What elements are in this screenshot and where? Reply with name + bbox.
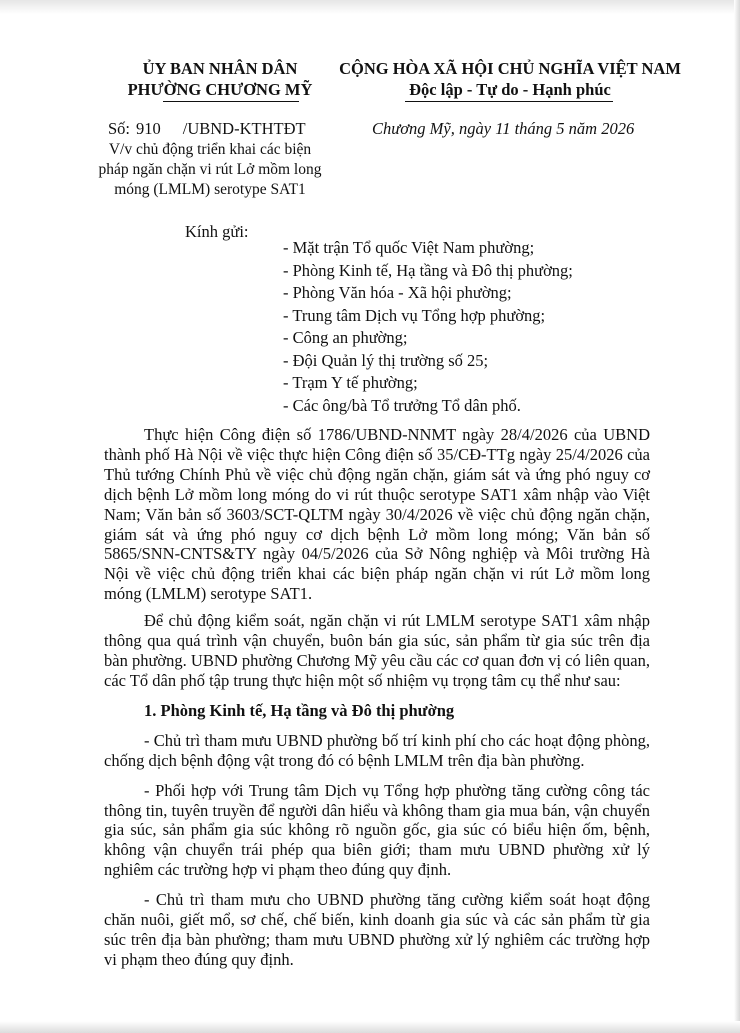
recipients-label: Kính gửi: — [185, 222, 249, 241]
document-body — [104, 425, 650, 977]
authority-line-2: PHƯỜNG CHƯƠNG MỸ — [127, 80, 313, 99]
document-date: Chương Mỹ, ngày 11 tháng 5 năm 2026 — [372, 119, 635, 138]
subject-line: pháp ngăn chặn vi rút Lở mồm long — [98, 161, 322, 178]
body-paragraph-request: Để chủ động kiểm soát, ngăn chặn vi rút LMLM serotype SAT1 xâm nhập thông qua quá trình vận chuyển, buôn bán gia súc, sản phẩm từ gia súc trên địa bàn phường. UBND phường Chương Mỹ yêu cầu các cơ quan đơn vị có liên quan, các Tổ dân phố tập trung thực hiện một số nhiệm vụ trọng tâm cụ thể như sau: — [104, 611, 650, 690]
recipient-item: - Trạm Y tế phường; — [283, 373, 418, 392]
body-paragraph-basis: Thực hiện Công điện số 1786/UBND-NNMT ngày 28/4/2026 của UBND thành phố Hà Nội về việc thực hiện Công điện số 35/CĐ-TTg ngày 25/4/2026 của Thủ tướng Chính Phủ về việc chủ động ngăn chặn, giám sát và ứng phó nguy cơ dịch bệnh Lở mồm long móng do vi rút thuộc serotype SAT1 xâm nhập vào Việt Nam; Văn bản số 3603/SCT-QLTM ngày 30/4/2026 về việc chủ động ngăn chặn, giám sát và ứng phó nguy cơ dịch bệnh Lở mồm long móng; Văn bản số 5865/SNN-CNTS&TY ngày 04/5/2026 của Sở Nông nghiệp và Môi trường Hà Nội về việc chủ động triển khai các biện pháp ngăn chặn vi rút Lở mồm long móng (LMLM) serotype SAT1. — [104, 425, 650, 604]
photo-edge-bottom — [0, 1021, 740, 1033]
recipient-item: - Các ông/bà Tổ trưởng Tổ dân phố. — [283, 395, 521, 415]
motto: Độc lập - Tự do - Hạnh phúc — [409, 80, 611, 99]
photo-edge-top — [0, 0, 740, 14]
subject-line: móng (LMLM) serotype SAT1 — [114, 181, 306, 198]
section-heading: 1. Phòng Kinh tế, Hạ tầng và Đô thị phường — [144, 700, 455, 720]
recipient-item: - Công an phường; — [283, 328, 408, 347]
issuing-authority — [100, 58, 340, 100]
document-subject — [60, 140, 360, 200]
recipient-item: - Phòng Kinh tế, Hạ tầng và Đô thị phường; — [283, 260, 573, 280]
number-code: /UBND-KTHTĐT — [182, 119, 306, 138]
recipients-list — [283, 237, 573, 417]
authority-underline — [163, 101, 299, 102]
national-motto — [335, 58, 685, 100]
document-number — [108, 119, 306, 139]
authority-line-1: ỦY BAN NHÂN DÂN — [142, 59, 298, 78]
recipient-item: - Trung tâm Dịch vụ Tổng hợp phường; — [283, 305, 546, 325]
recipient-item: - Phòng Văn hóa - Xã hội phường; — [283, 283, 512, 302]
section-item: - Chủ trì tham mưu cho UBND phường tăng cường kiểm soát hoạt động chăn nuôi, giết mổ, sơ chế, chế biến, kinh doanh gia súc và các sản phẩm từ gia súc trên địa bàn phường; tham mưu UBND phường xử lý nghiêm các trường hợp vi phạm theo đúng quy định. — [104, 890, 650, 969]
recipient-item: - Đội Quản lý thị trường số 25; — [283, 350, 489, 370]
number-value: 910 — [136, 119, 161, 138]
section-item: - Chủ trì tham mưu UBND phường bố trí kinh phí cho các hoạt động phòng, chống dịch bệnh động vật trong đó có bệnh LMLM trên địa bàn phường. — [104, 730, 650, 770]
photo-edge-right — [734, 0, 740, 1033]
motto-underline — [405, 101, 613, 102]
number-label: Số: — [108, 119, 131, 138]
nation-name: CỘNG HÒA XÃ HỘI CHỦ NGHĨA VIỆT NAM — [339, 59, 681, 78]
recipient-item: - Mặt trận Tổ quốc Việt Nam phường; — [283, 238, 535, 257]
subject-line: V/v chủ động triển khai các biện — [108, 141, 312, 158]
section-item: - Phối hợp với Trung tâm Dịch vụ Tổng hợp phường tăng cường công tác thông tin, tuyên truyền để người dân hiểu và không tham gia mua bán, vận chuyển gia súc, sản phẩm gia súc không rõ nguồn gốc, gia súc có biểu hiện ốm, bệnh, không vận chuyển trái phép qua biên giới; tham mưu UBND phường xử lý nghiêm các trường hợp vi phạm theo đúng quy định. — [104, 780, 650, 880]
